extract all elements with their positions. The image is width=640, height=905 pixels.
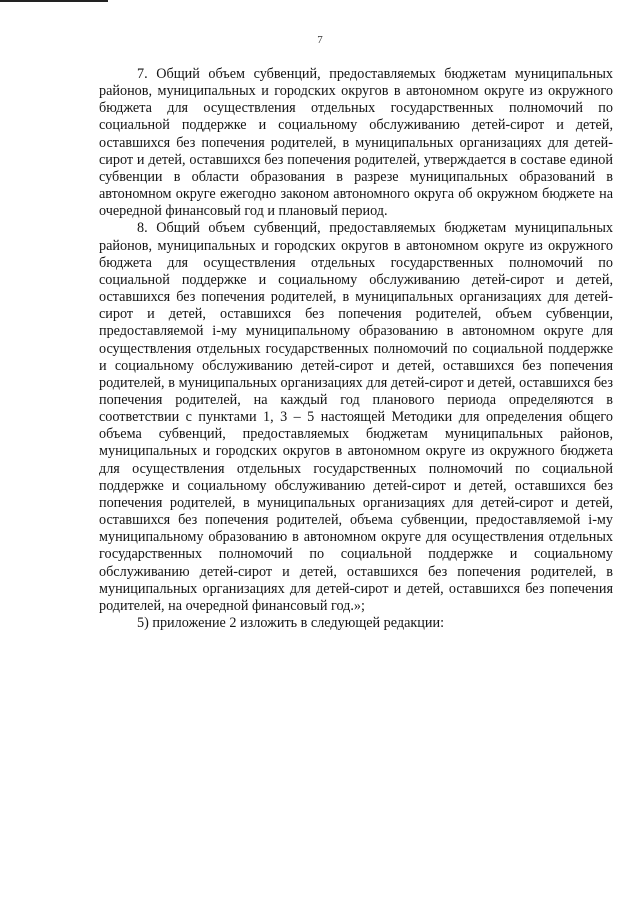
page-number: 7 [317,34,323,46]
paragraph-amendment-5: 5) приложение 2 изложить в следующей редакции: [137,615,445,631]
paragraph-7: 7. Общий объем субвенций, предоставляемых бюджетам муниципальных районов, муниципальных и городских округов в автономном округе из окружного бюджета для осуществления отдельных государственных полномочий по социальной поддержке и социальному обслуживанию детей-сирот и детей, оставшихся без попечения родителей, в муниципальных организациях для детей-сирот и детей, оставшихся без попечения родителей, утверждается в составе единой субвенции в области образования в разрезе муниципальных образований в автономном округе ежегодно законом автономного округа об окружном бюджете на очередной финансовый год и плановый период. [99,66,613,220]
document-body [99,66,613,632]
paragraph-8: 8. Общий объем субвенций, предоставляемых бюджетам муниципальных районов, муниципальных и городских округов в автономном округе из окружного бюджета для осуществления отдельных государственных полномочий по социальной поддержке и социальному обслуживанию детей-сирот и детей, оставшихся без попечения родителей, в муниципальных организациях для детей-сирот и детей, оставшихся без попечения родителей, объем субвенции, предоставляемой i-му муниципальному образованию в автономном округе для осуществления отдельных государственных полномочий по социальной поддержке и социальному обслуживанию детей-сирот и детей, оставшихся без попечения родителей, в муниципальных организациях для детей-сирот и детей, оставшихся без попечения родителей, на каждый год планового периода определяются в соответствии с пунктами 1, 3 – 5 настоящей Методики для определения общего объема субвенций, предоставляемых бюджетам муниципальных районов, муниципальных и городских округов в автономном округе из окружного бюджета для осуществления отдельных государственных полномочий по социальной поддержке и социальному обслуживанию детей-сирот и детей, оставшихся без попечения родителей, в муниципальных организациях для детей-сирот и детей, оставшихся без попечения родителей, объема субвенции, предоставляемой i-му муниципальному образованию в автономном округе для осуществления отдельных государственных полномочий по социальной поддержке и социальному обслуживанию детей-сирот и детей, оставшихся без попечения родителей, в муниципальных организациях для детей-сирот и детей, оставшихся без попечения родителей, на очередной финансовый год.»; [99,220,613,614]
scan-edge-mark [0,0,108,2]
